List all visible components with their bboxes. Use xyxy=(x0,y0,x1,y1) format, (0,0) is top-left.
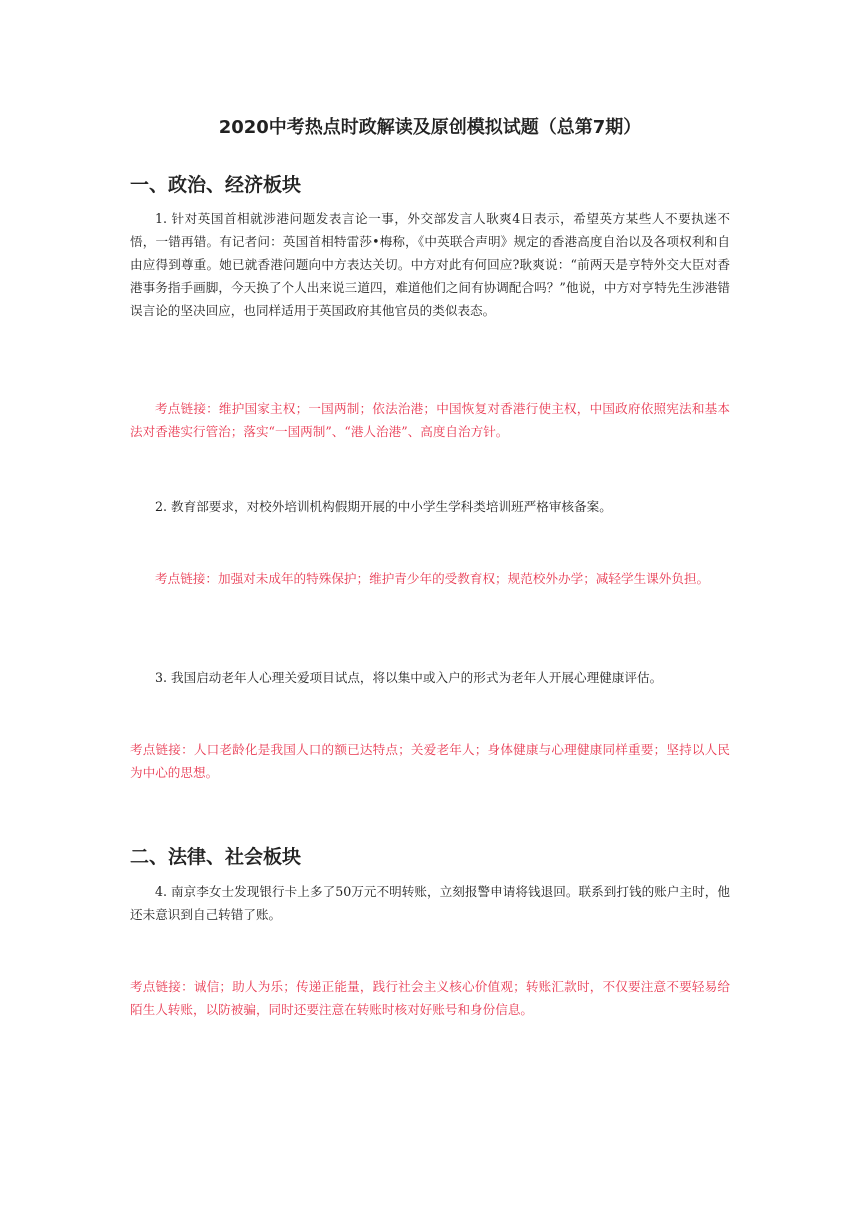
document-title: 2020中考热点时政解读及原创模拟试题（总第7期） xyxy=(218,117,642,138)
news-item-4: 4. 南京李女士发现银行卡上多了50万元不明转账，立刻报警申请将钱退回。联系到打钱的账户主时，他还未意识到自己转错了账。 xyxy=(130,884,730,922)
exam-point-link-3: 考点链接：人口老龄化是我国人口的额已达特点；关爱老年人；身体健康与心理健康同样重要；坚持以人民为中心的思想。 xyxy=(130,742,730,780)
section-heading-law-society: 二、法律、社会板块 xyxy=(130,846,302,868)
news-item-3: 3. 我国启动老年人心理关爱项目试点，将以集中或入户的形式为老年人开展心理健康评估。 xyxy=(155,670,663,685)
exam-point-link-1: 考点链接：维护国家主权；一国两制；依法治港；中国恢复对香港行使主权，中国政府依照宪法和基本法对香港实行管治；落实“一国两制”、“港人治港”、高度自治方针。 xyxy=(130,401,730,439)
news-item-2: 2. 教育部要求，对校外培训机构假期开展的中小学生学科类培训班严格审核备案。 xyxy=(155,499,612,514)
exam-point-link-4: 考点链接：诚信；助人为乐；传递正能量，践行社会主义核心价值观；转账汇款时，不仅要注意不要轻易给陌生人转账，以防被骗，同时还要注意在转账时核对好账号和身份信息。 xyxy=(130,979,730,1017)
section-heading-politics-economy: 一、政治、经济板块 xyxy=(130,174,302,196)
exam-point-link-2: 考点链接：加强对未成年的特殊保护；维护青少年的受教育权；规范校外办学；减轻学生课外负担。 xyxy=(155,571,710,586)
news-item-1: 1. 针对英国首相就涉港问题发表言论一事，外交部发言人耿爽4日表示，希望英方某些人不要执迷不悟，一错再错。有记者问：英国首相特雷莎•梅称，《中英联合声明》规定的香港高度自治以及各项权利和自由应得到尊重。她已就香港问题向中方表达关切。中方对此有何回应?耿爽说：“前两天是亨特外交大臣对香港事务指手画脚，今天换了个人出来说三道四，难道他们之间有协调配合吗？”他说，中方对亨特先生涉港错误言论的坚决回应，也同样适用于英国政府其他官员的类似表态。 xyxy=(130,211,730,318)
